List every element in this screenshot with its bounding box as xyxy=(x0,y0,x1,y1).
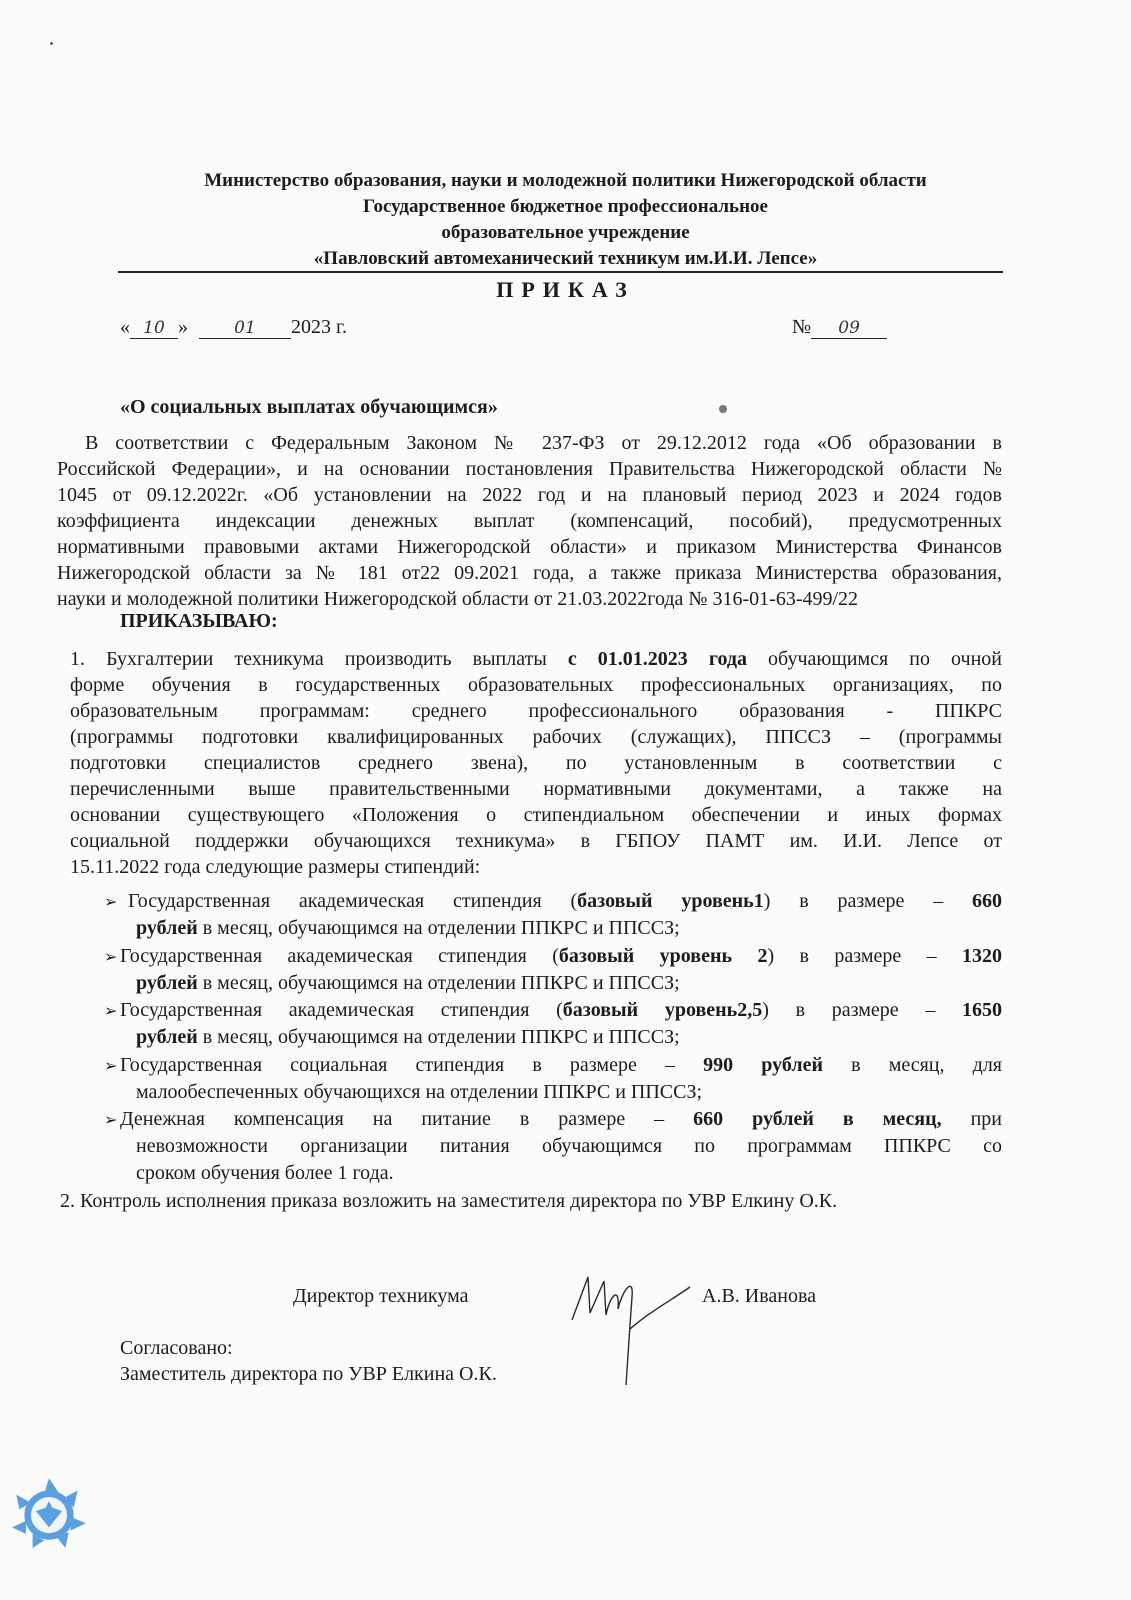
order-number xyxy=(792,316,887,339)
item1-line: образовательным программам: среднего профессионального образования - ППКРС xyxy=(70,700,1002,722)
meal-compensation-bullet: ➢ Денежная компенсация на питание в размере – 660 рублей в месяц, при невозможности организации питания обучающимся по программам ППКРС со сроком обучения более 1 года. xyxy=(104,1108,1002,1184)
institution-name: «Павловский автомеханический техникум им.И.И. Лепсе» xyxy=(313,248,818,269)
stipend-bullet-4: ➢ Государственная социальная стипендия в размере – 990 рублей в месяц, для малообеспеченных обучающихся на отделении ППКРС и ППССЗ; xyxy=(104,1054,1002,1103)
arrow-bullet-icon: ➢ xyxy=(104,947,118,966)
item1-line: (программы подготовки квалифицированных рабочих (служащих), ППССЗ – (программы xyxy=(70,726,1002,748)
item1-line: подготовки специалистов среднего звена), по установленным в соответствии с xyxy=(70,752,1002,774)
header-divider xyxy=(118,271,1003,273)
item1-line: социальной поддержки обучающихся техникума» в ГБПОУ ПАМТ им. И.И. Лепсе от xyxy=(70,830,1002,852)
item1-line: форме обучения в государственных образовательных профессиональных организациях, по xyxy=(70,674,1002,696)
preamble-line: В соответствии с Федеральным Законом № 237-ФЗ от 29.12.2012 года «Об образовании в xyxy=(85,432,1002,454)
directive: ПРИКАЗЫВАЮ: xyxy=(120,610,278,632)
item1-line: 15.11.2022 года следующие размеры стипендий: xyxy=(70,856,481,878)
order-date xyxy=(120,316,347,339)
arrow-bullet-icon: ➢ xyxy=(104,1110,118,1129)
arrow-bullet-icon: ➢ xyxy=(104,892,118,911)
director-title: Директор техникума xyxy=(293,1285,469,1307)
quote-close: » xyxy=(178,316,188,338)
item1-line: перечисленными выше правительственными нормативными документами, а также на xyxy=(70,778,1002,800)
preamble-line: науки и молодежной политики Нижегородской области от 21.03.2022года № 316-01-63-499/22 xyxy=(57,588,859,610)
arrow-bullet-icon: ➢ xyxy=(104,1056,118,1075)
agreed-by: Заместитель директора по УВР Елкина О.К. xyxy=(120,1363,497,1385)
institution-type-line2: образовательное учреждение xyxy=(441,222,690,243)
preamble-line: 1045 от 09.12.2022г. «Об установлении на 2022 год и на плановый период 2023 и 2024 годов xyxy=(57,484,1002,506)
number-label: № xyxy=(792,316,812,338)
stipend-bullet-2: ➢ Государственная академическая стипендия (базовый уровень 2) в размере – 1320 рублей в месяц, обучающимся на отделении ППКРС и ППССЗ; xyxy=(104,945,1003,994)
stipend-bullet-1: ➢ Государственная академическая стипендия (базовый уровень1) в размере – 660 рублей в месяц, обучающимся на отделении ППКРС и ППССЗ; xyxy=(104,890,1002,939)
preamble-line: коэффициента индексации денежных выплат (компенсаций, пособий), предусмотренных xyxy=(57,510,1002,532)
item-1 xyxy=(70,646,1002,880)
agreed-label: Согласовано: xyxy=(120,1337,233,1359)
preamble-line: Российской Федерации», и на основании постановления Правительства Нижегородской области № xyxy=(57,458,1002,480)
date-month: 01 xyxy=(234,318,256,338)
signature-scribble-icon xyxy=(560,1265,700,1405)
gear-logo-icon xyxy=(8,1470,90,1552)
date-year: 2023 г. xyxy=(291,316,347,338)
scan-speck xyxy=(719,405,727,413)
preamble-line: Нижегородской области за № 181 от22 09.2021 года, а также приказа Министерства образования, xyxy=(57,562,1002,584)
order-title: ПРИКАЗ xyxy=(496,277,635,302)
item1-line: 1. Бухгалтерии техникума производить выплаты с 01.01.2023 года обучающимся по очной xyxy=(70,648,1002,670)
director-name: А.В. Иванова xyxy=(702,1285,817,1307)
item-2: 2. Контроль исполнения приказа возложить на заместителя директора по УВР Елкину О.К. xyxy=(60,1190,838,1212)
scan-speck xyxy=(50,42,53,45)
ministry-name: Министерство образования, науки и молодежной политики Нижегородской области xyxy=(204,170,927,191)
date-day: 10 xyxy=(143,318,165,338)
stipend-bullet-3: ➢ Государственная академическая стипендия (базовый уровень2,5) в размере – 1650 рублей в месяц, обучающимся на отделении ППКРС и ППССЗ; xyxy=(104,999,1002,1048)
number-value: 09 xyxy=(838,318,860,338)
preamble xyxy=(57,430,1002,612)
arrow-bullet-icon: ➢ xyxy=(104,1001,118,1020)
item1-line: основании существующего «Положения о стипендиальном обеспечении и иных формах xyxy=(70,804,1002,826)
institution-type-line1: Государственное бюджетное профессиональное xyxy=(363,196,768,217)
preamble-line: нормативными правовыми актами Нижегородской области» и приказом Министерства Финансов xyxy=(57,536,1002,558)
quote-open: « xyxy=(120,316,130,338)
order-subject: «О социальных выплатах обучающимся» xyxy=(120,396,498,418)
